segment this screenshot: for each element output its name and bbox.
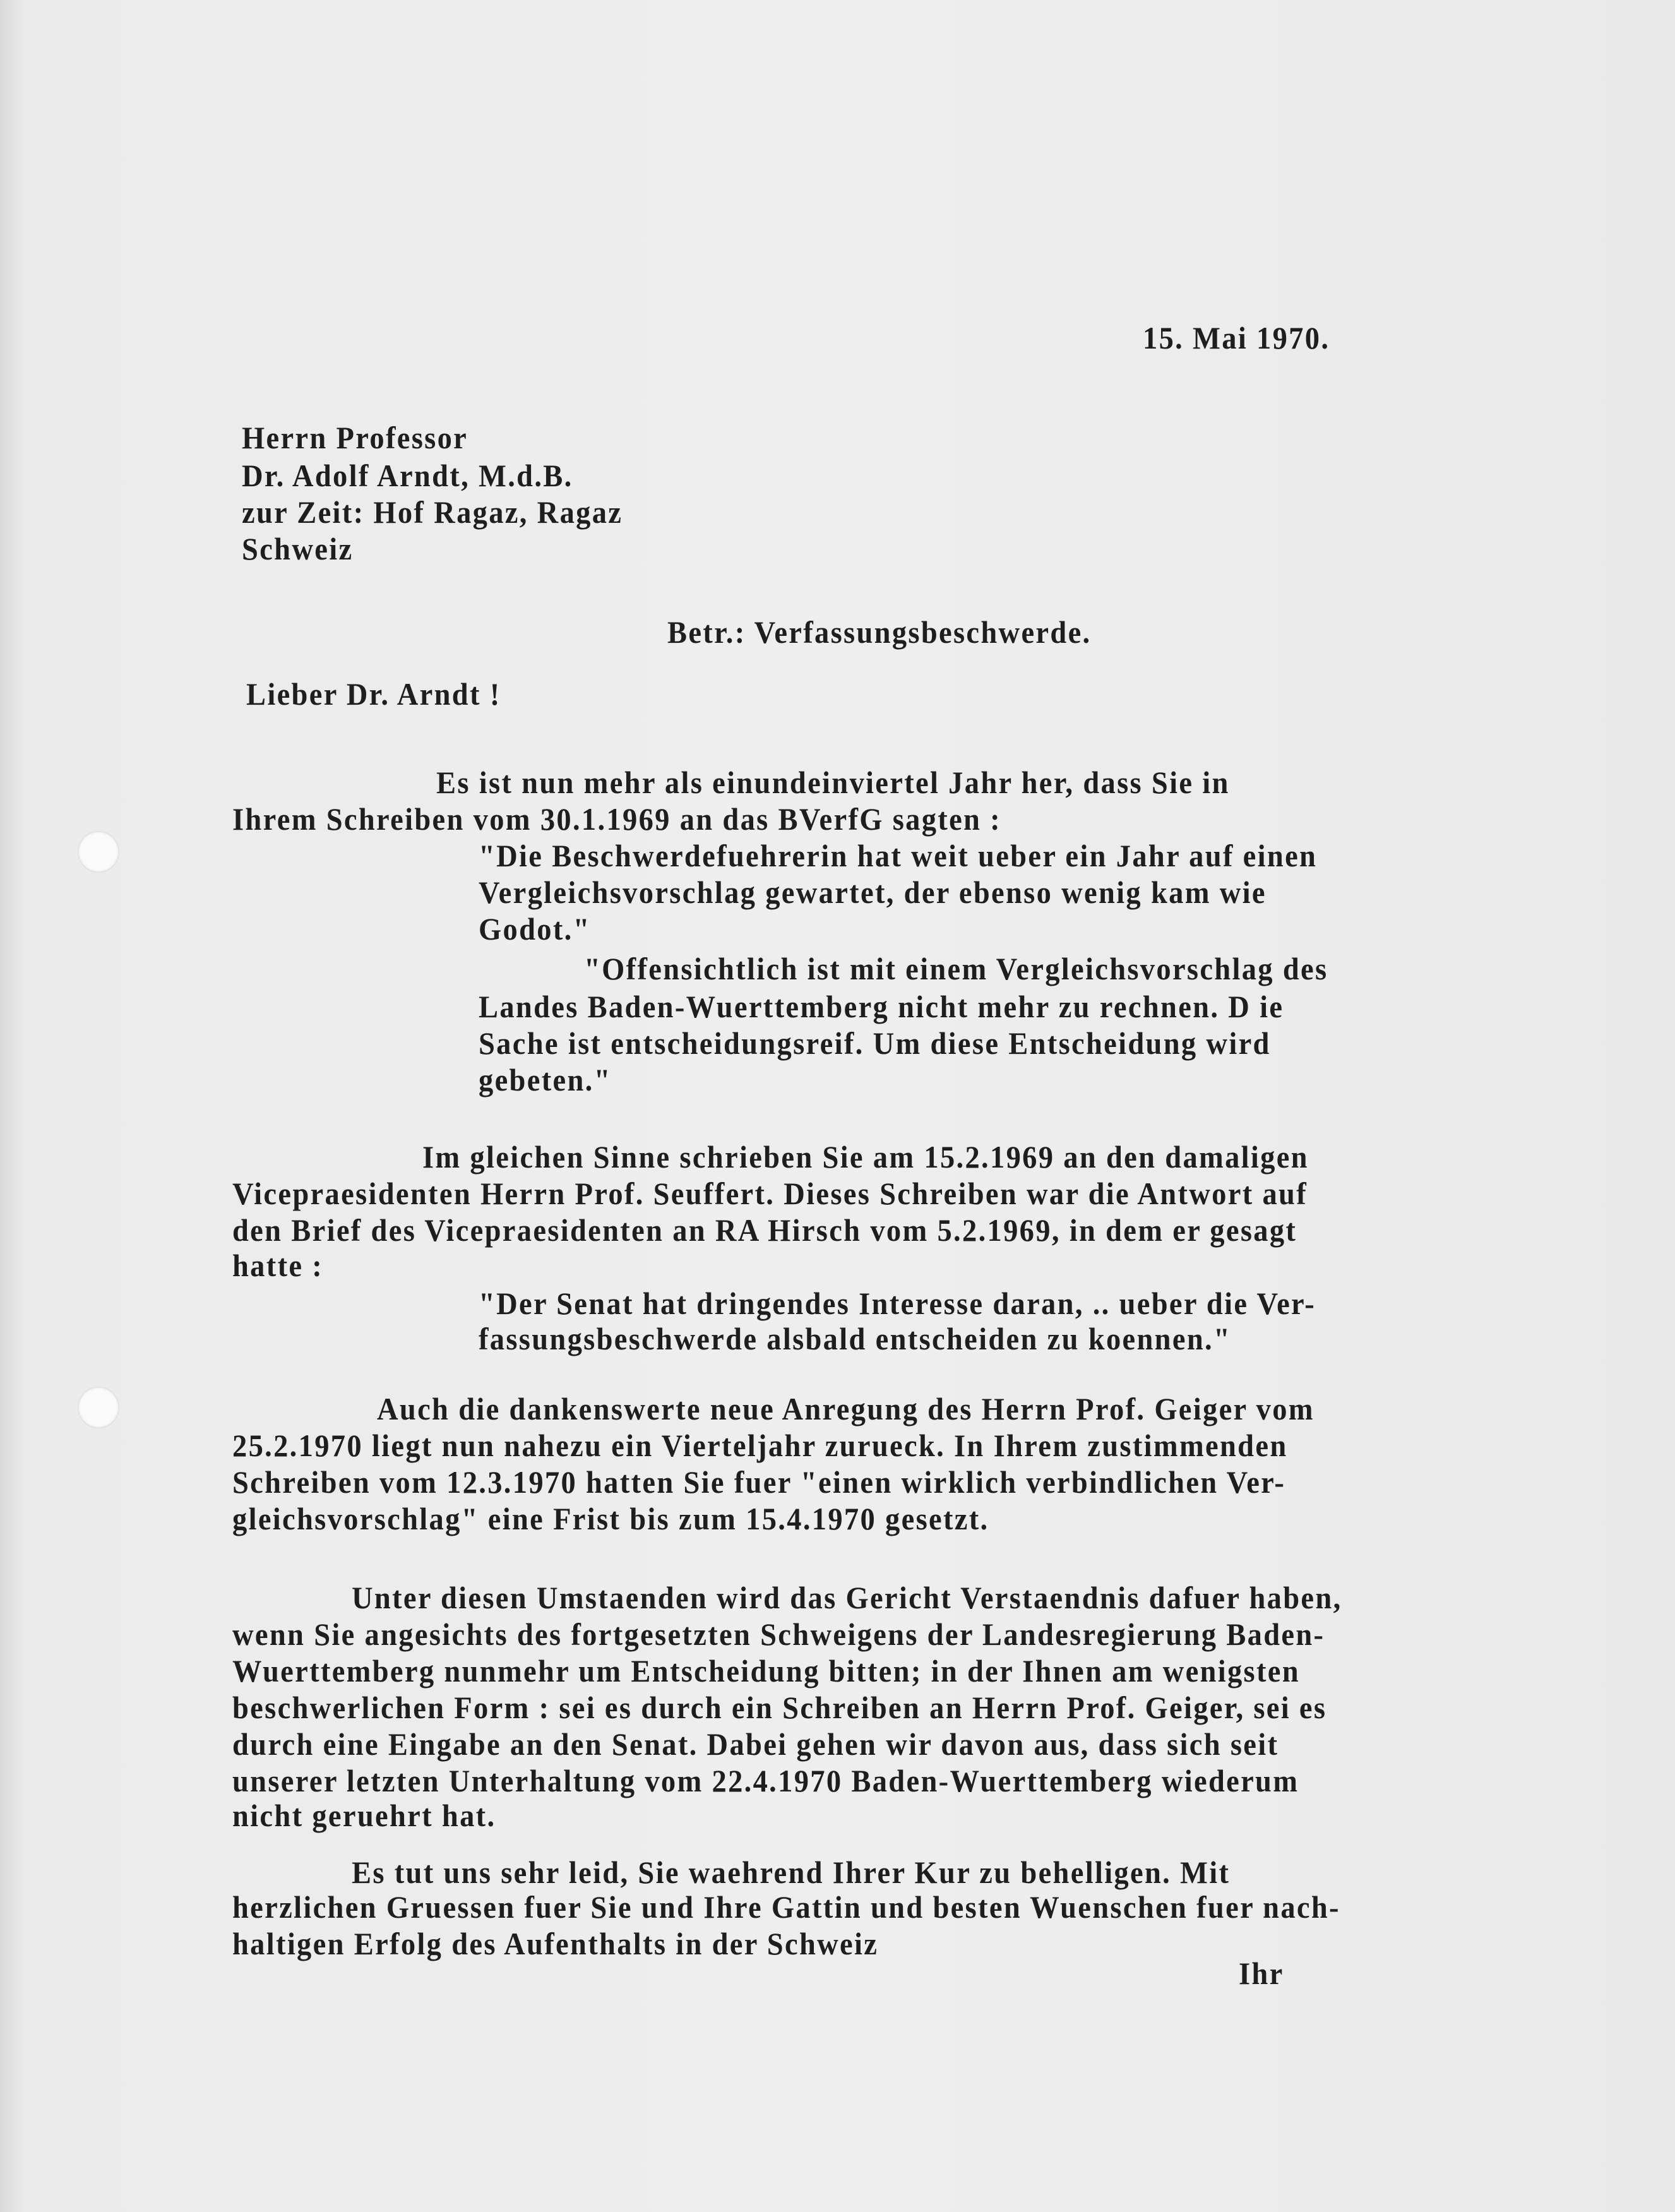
paragraph-line: nicht geruehrt hat. xyxy=(232,1798,496,1833)
paragraph-line: gleichsvorschlag" eine Frist bis zum 15.4.1970 gesetzt. xyxy=(232,1501,989,1536)
paragraph-line: beschwerlichen Form : sei es durch ein Schreiben an Herrn Prof. Geiger, sei es xyxy=(232,1690,1327,1725)
paragraph-line: durch eine Eingabe an den Senat. Dabei gehen wir davon aus, dass sich seit xyxy=(232,1726,1279,1762)
salutation: Lieber Dr. Arndt ! xyxy=(246,676,501,712)
quote-line: "Der Senat hat dringendes Interesse daran, .. ueber die Ver- xyxy=(479,1286,1316,1321)
paragraph-line: den Brief des Vicepraesidenten an RA Hirsch vom 5.2.1969, in dem er gesagt xyxy=(232,1212,1297,1248)
address-line: zur Zeit: Hof Ragaz, Ragaz xyxy=(242,494,623,530)
paragraph-line: Unter diesen Umstaenden wird das Gericht Verstaendnis dafuer haben, xyxy=(352,1580,1342,1615)
subject-line: Betr.: Verfassungsbeschwerde. xyxy=(667,614,1092,650)
quote-line: Landes Baden-Wuerttemberg nicht mehr zu rechnen. D ie xyxy=(479,989,1284,1024)
address-line: Herrn Professor xyxy=(242,420,468,455)
letter-date: 15. Mai 1970. xyxy=(1143,320,1330,356)
paragraph-line: unserer letzten Unterhaltung vom 22.4.1970 Baden-Wuerttemberg wiederum xyxy=(232,1763,1299,1798)
paragraph-line: 25.2.1970 liegt nun nahezu ein Vierteljahr zurueck. In Ihrem zustimmenden xyxy=(232,1428,1288,1463)
paragraph-line: herzlichen Gruessen fuer Sie und Ihre Gattin und besten Wuenschen fuer nach- xyxy=(232,1889,1340,1925)
quote-line: Sache ist entscheidungsreif. Um diese Entscheidung wird xyxy=(479,1025,1271,1061)
quote-line: "Offensichtlich ist mit einem Vergleichsvorschlag des xyxy=(584,951,1328,986)
paragraph-line: Es ist nun mehr als einundeinviertel Jahr her, dass Sie in xyxy=(436,765,1230,800)
paragraph-line: haltigen Erfolg des Aufenthalts in der Schweiz xyxy=(232,1926,879,1961)
address-line: Schweiz xyxy=(242,531,354,566)
paragraph-line: Im gleichen Sinne schrieben Sie am 15.2.1969 an den damaligen xyxy=(422,1139,1309,1175)
quote-line: "Die Beschwerdefuehrerin hat weit ueber ein Jahr auf einen xyxy=(479,838,1318,873)
address-line: Dr. Adolf Arndt, M.d.B. xyxy=(242,458,573,493)
paragraph-line: Wuerttemberg nunmehr um Entscheidung bitten; in der Ihnen am wenigsten xyxy=(232,1653,1300,1689)
punch-hole xyxy=(78,1387,119,1428)
punch-hole xyxy=(78,831,119,873)
paragraph-line: Auch die dankenswerte neue Anregung des Herrn Prof. Geiger vom xyxy=(377,1391,1314,1426)
closing: Ihr xyxy=(1239,1956,1284,1991)
paragraph-line: Ihrem Schreiben vom 30.1.1969 an das BVerfG sagten : xyxy=(232,801,1001,837)
paragraph-line: Vicepraesidenten Herrn Prof. Seuffert. Dieses Schreiben war die Antwort auf xyxy=(232,1176,1308,1211)
paragraph-line: hatte : xyxy=(232,1248,324,1283)
quote-line: Godot." xyxy=(479,911,591,947)
quote-line: fassungsbeschwerde alsbald entscheiden zu koennen." xyxy=(479,1321,1232,1356)
quote-line: Vergleichsvorschlag gewartet, der ebenso wenig kam wie xyxy=(479,875,1267,910)
paragraph-line: Es tut uns sehr leid, Sie waehrend Ihrer Kur zu behelligen. Mit xyxy=(352,1855,1231,1890)
paragraph-line: wenn Sie angesichts des fortgesetzten Schweigens der Landesregierung Baden- xyxy=(232,1617,1325,1652)
quote-line: gebeten." xyxy=(479,1062,612,1097)
paragraph-line: Schreiben vom 12.3.1970 hatten Sie fuer "einen wirklich verbindlichen Ver- xyxy=(232,1464,1286,1500)
